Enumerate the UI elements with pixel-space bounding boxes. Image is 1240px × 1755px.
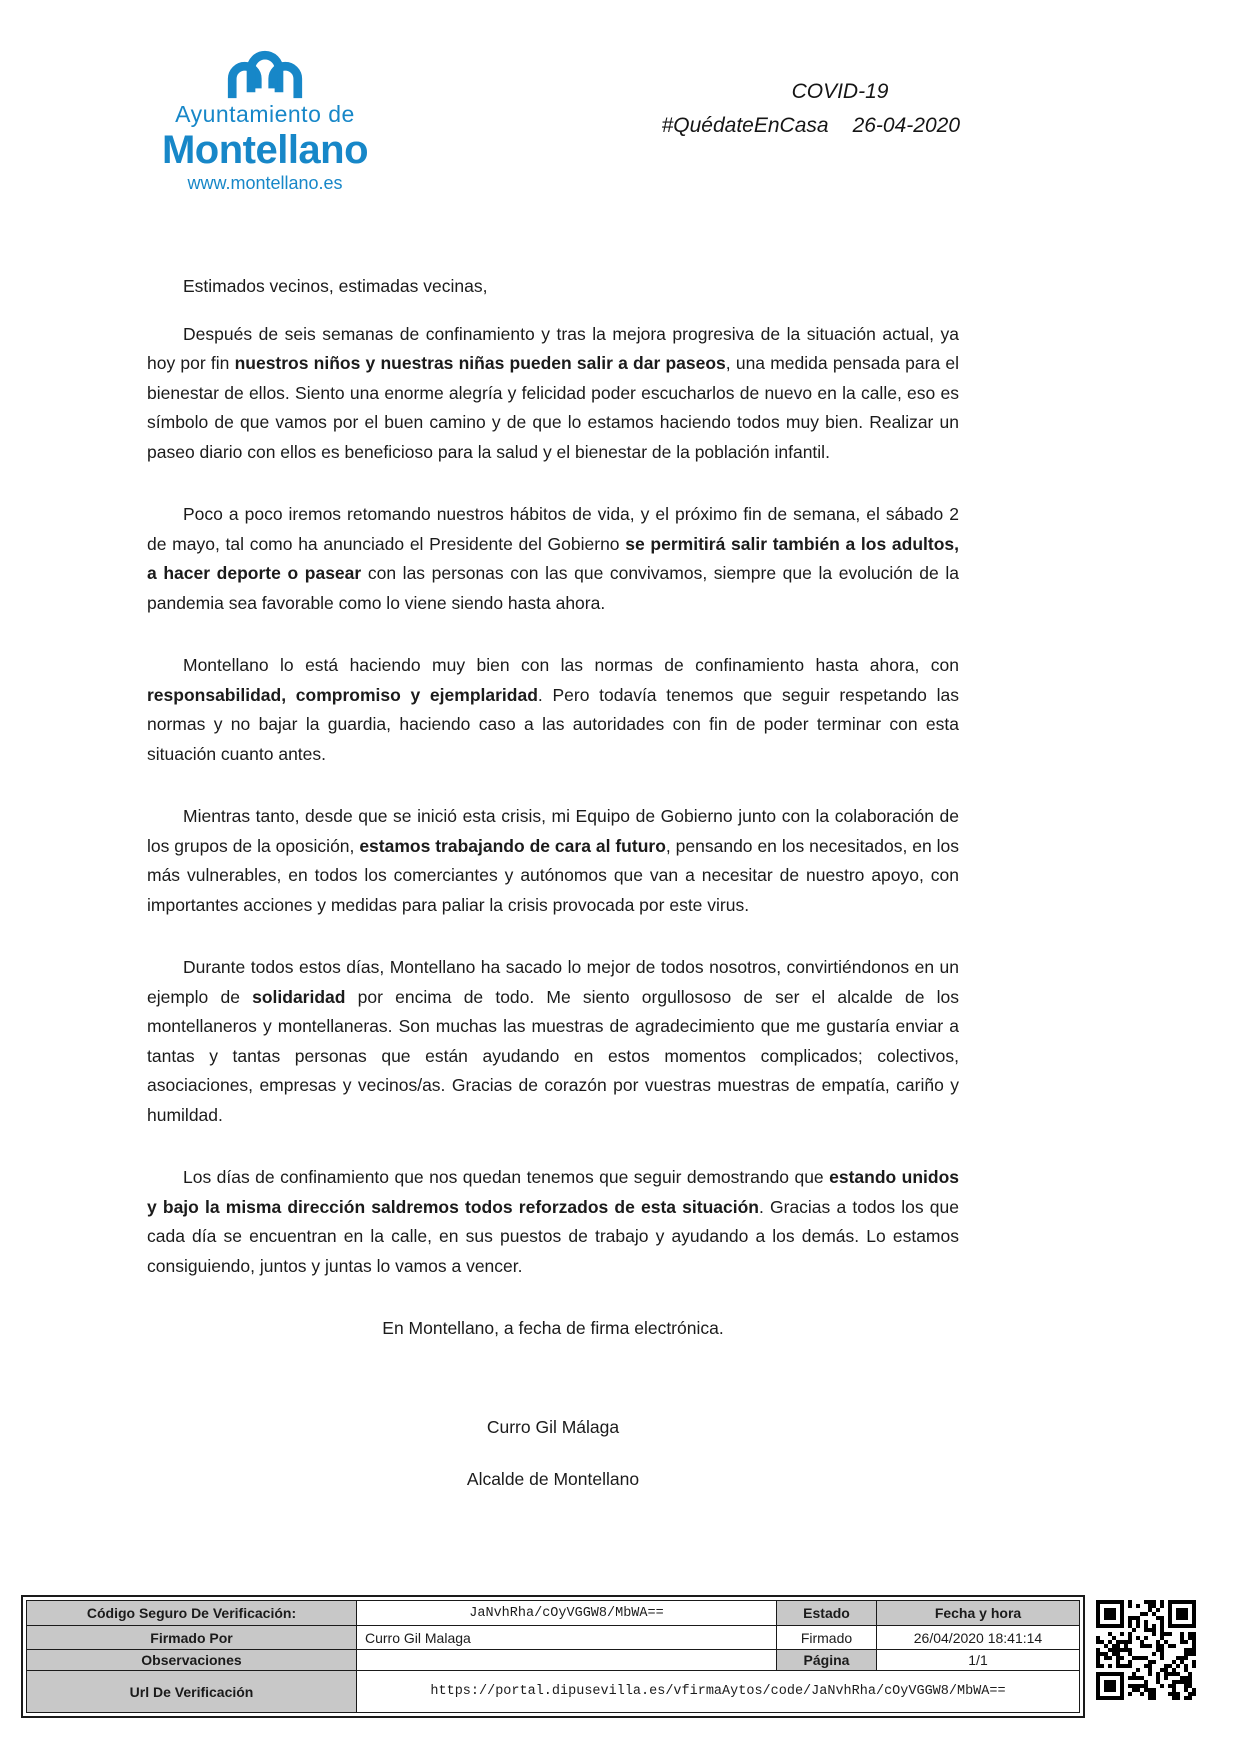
pagina-label-cell: Página — [777, 1650, 877, 1671]
paragraph: Mientras tanto, desde que se inició esta crisis, mi Equipo de Gobierno junto con la colaboración de los grupos de la oposición, estamos trabajando de cara al futuro, pensando en los necesitados, en los más vulnerables, en todos los comerciantes y autónomos que van a necesitar de nuestro apoyo, con importantes acciones y medidas para paliar la crisis provocada por este virus. — [147, 806, 960, 915]
csv-label-cell: Código Seguro De Verificación: — [27, 1601, 357, 1626]
estado-header: Estado — [777, 1601, 877, 1626]
logo-org-line: Ayuntamiento de — [175, 101, 355, 127]
fecha-header: Fecha y hora — [877, 1601, 1079, 1626]
header-logo — [140, 46, 390, 194]
pagina-value-cell: 1/1 — [877, 1650, 1079, 1671]
observaciones-label-cell: Observaciones — [27, 1650, 357, 1671]
firmado-label-cell: Firmado Por — [27, 1626, 357, 1650]
letter-body — [147, 272, 959, 1495]
signer-name: Curro Gil Málaga — [486, 1416, 620, 1437]
csv-value-cell: JaNvhRha/cOyVGGW8/MbWA== — [357, 1601, 777, 1626]
observaciones-value-cell — [357, 1650, 777, 1671]
fecha-value-cell: 26/04/2020 18:41:14 — [877, 1626, 1079, 1650]
covid-date: 26-04-2020 — [852, 114, 960, 137]
closing-line: En Montellano, a fecha de firma electrónica. — [382, 1318, 724, 1338]
covid-hashtag: #QuédateEnCasa — [661, 114, 829, 137]
logo-website: www.montellano.es — [187, 173, 343, 194]
qr-code-icon — [1096, 1600, 1196, 1700]
url-label-cell: Url De Verificación — [27, 1671, 357, 1712]
paragraph: Durante todos estos días, Montellano ha sacado lo mejor de todos nosotros, convirtiéndonos en un ejemplo de solidaridad por encima de todo. Me siento orgullososo de ser el alcalde de los montellaneros y montellaneras. Son muchas las muestras de agradecimiento que me gustaría enviar a tantas y tantas personas que están ayudando en estos momentos complicados; colectivos, asociaciones, empresas y vecinos/as. Gracias de corazón por vuestras muestras de empatía, cariño y humildad. — [147, 957, 960, 1125]
signature-table — [21, 1595, 1085, 1718]
covid-title: COVID-19 — [791, 80, 889, 103]
paragraph: Montellano lo está haciendo muy bien con las normas de confinamiento hasta ahora, con responsabilidad, compromiso y ejemplaridad. Pero todavía tenemos que seguir respetando las normas y no bajar la guardia, haciendo caso a las autoridades con fin de poder terminar con esta situación cuanto antes. — [147, 655, 959, 764]
firmado-value-cell: Curro Gil Malaga — [357, 1626, 777, 1650]
arches-icon — [223, 46, 307, 100]
paragraph: Los días de confinamiento que nos quedan tenemos que seguir demostrando que estando unidos y bajo la misma dirección saldremos todos reforzados de esta situación. Gracias a todos los que cada día se encuentran en la calle, en sus puestos de trabajo y ayudando a los demás. Lo estamos consiguiendo, juntos y juntas lo vamos a vencer. — [147, 1167, 960, 1276]
covid-header — [660, 80, 960, 138]
logo-town-name: Montellano — [161, 128, 369, 173]
paragraph: Estimados vecinos, estimadas vecinas, — [183, 276, 488, 296]
letter-paragraphs — [147, 272, 959, 1281]
signer-title: Alcalde de Montellano — [466, 1469, 640, 1489]
paragraph: Poco a poco iremos retomando nuestros hábitos de vida, y el próximo fin de semana, el sábado 2 de mayo, tal como ha anunciado el Presidente del Gobierno se permitirá salir también a los adultos, a hacer deporte o pasear con las personas con las que convivamos, siempre que la evolución de la pandemia sea favorable como lo viene siendo hasta ahora. — [147, 504, 959, 613]
estado-value-cell: Firmado — [777, 1626, 877, 1650]
paragraph: Después de seis semanas de confinamiento y tras la mejora progresiva de la situación actual, ya hoy por fin nuestros niños y nuestras niñas pueden salir a dar paseos, una medida pensada para el bienestar de ellos. Siento una enorme alegría y felicidad poder escucharlos de nuevo en la calle, eso es símbolo de que vamos por el buen camino y de que lo estamos haciendo todos muy bien. Realizar un paseo diario con ellos es beneficioso para la salud y el bienestar de la población infantil. — [147, 323, 959, 462]
url-value-cell: https://portal.dipusevilla.es/vfirmaAytos/code/JaNvhRha/cOyVGGW8/MbWA== — [430, 1684, 1006, 1699]
